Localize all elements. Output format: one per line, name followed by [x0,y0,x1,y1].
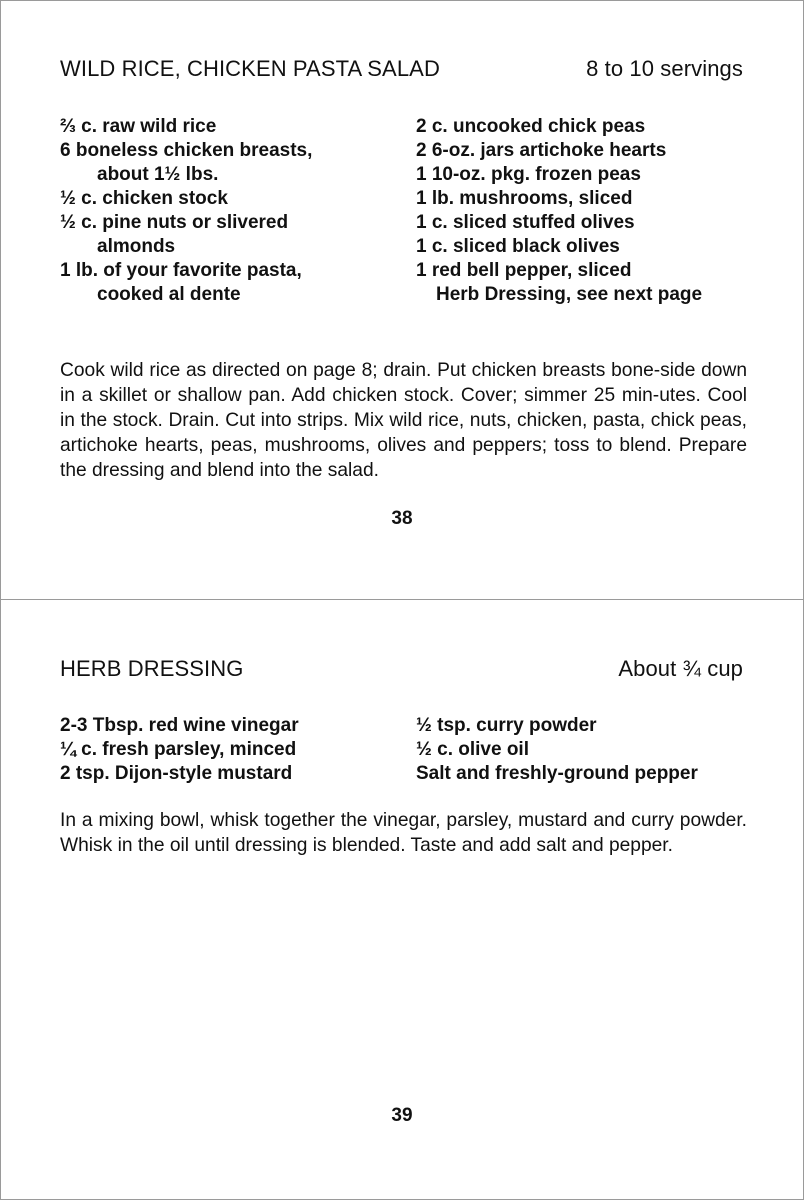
ingredient-line: 1 c. sliced stuffed olives [416,212,635,233]
ingredient-line: 2 6-oz. jars artichoke hearts [416,140,667,161]
recipe-title: WILD RICE, CHICKEN PASTA SALAD [60,56,440,81]
ingredient-line: 2 c. uncooked chick peas [416,116,646,137]
recipe-header [60,56,743,82]
ingredient-line: ¼ c. fresh parsley, minced [60,739,297,760]
ingredient-line: ⅔ c. raw wild rice [60,116,217,137]
ingredient-line: ½ c. pine nuts or slivered [60,212,289,233]
ingredient-line: 2 tsp. Dijon-style mustard [60,763,293,784]
recipe-yield: About ¾ cup [618,656,743,681]
ingredient-line: 1 c. sliced black olives [416,236,620,257]
ingredient-column-left [60,714,416,786]
ingredient-line: 1 red bell pepper, sliced [416,260,632,281]
recipe-title: HERB DRESSING [60,656,244,681]
recipe-directions: Cook wild rice as directed on page 8; drain. Put chicken breasts bone-side down in a skillet or shallow pan. Add chicken stock. Cover; simmer 25 min-utes. Cool in the stock. Drain. Cut into strips. Mix wild rice, nuts, chicken, pasta, chick peas, artichoke hearts, peas, mushrooms, olives and peppers; toss to blend. Prepare the dressing and blend into the salad. [60,360,747,481]
ingredient-column-right [416,714,763,786]
ingredient-line: about 1½ lbs. [97,164,219,185]
ingredient-line: ½ tsp. curry powder [416,715,597,736]
page-number: 39 [391,1105,413,1126]
page-number: 38 [391,508,413,529]
ingredient-line: cooked al dente [97,284,241,305]
ingredient-line: almonds [97,236,176,257]
ingredient-line: Salt and freshly-ground pepper [416,763,698,784]
ingredient-line: ½ c. olive oil [416,739,529,760]
recipe-header [60,656,743,682]
ingredient-list [60,115,763,307]
ingredient-column-left [60,115,416,307]
recipe-directions: In a mixing bowl, whisk together the vinegar, parsley, mustard and curry powder. Whisk in the oil until dressing is blended. Taste and add salt and pepper. [60,810,747,856]
ingredient-line: 1 lb. of your favorite pasta, [60,260,302,281]
ingredient-line: 6 boneless chicken breasts, [60,140,313,161]
ingredient-line: 1 lb. mushrooms, sliced [416,188,633,209]
ingredient-column-right [416,115,763,307]
ingredient-line: 1 10-oz. pkg. frozen peas [416,164,641,185]
ingredient-list [60,714,763,786]
ingredient-line: Herb Dressing, see next page [436,284,703,305]
recipe-yield: 8 to 10 servings [586,56,743,81]
recipe-page-39 [0,599,804,1200]
ingredient-line: ½ c. chicken stock [60,188,228,209]
recipe-page-38 [0,0,804,600]
ingredient-line: 2-3 Tbsp. red wine vinegar [60,715,299,736]
